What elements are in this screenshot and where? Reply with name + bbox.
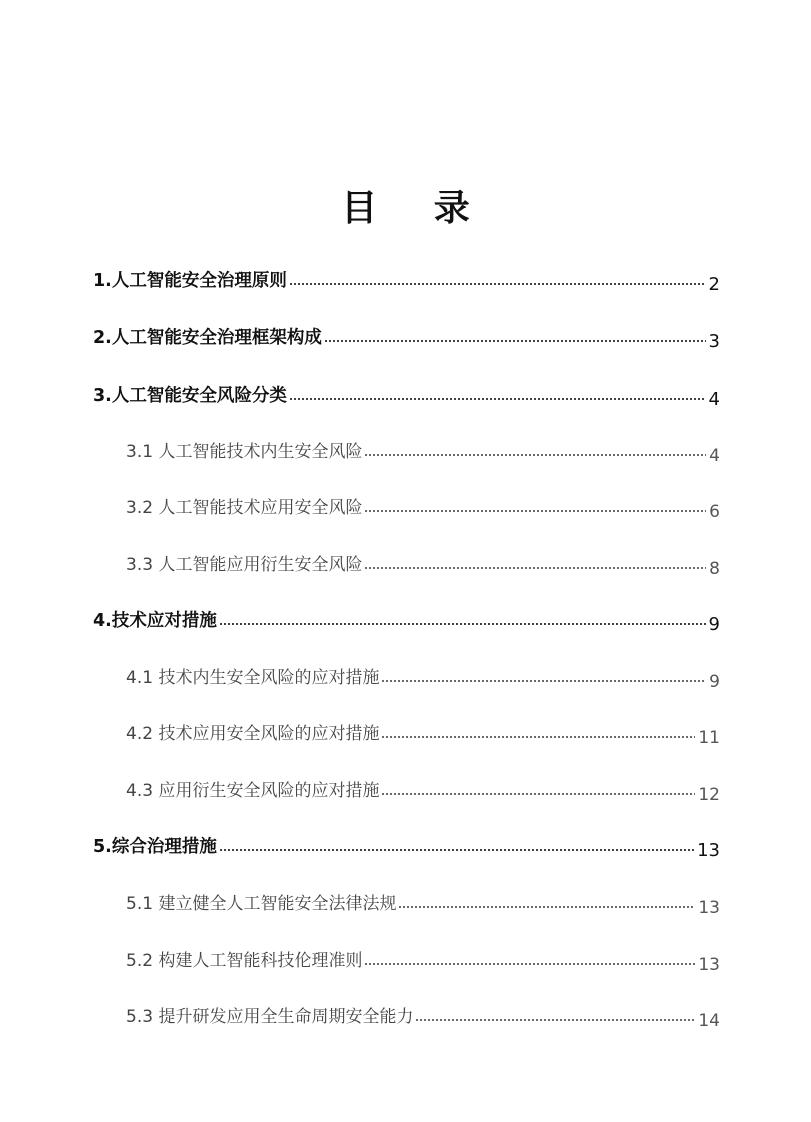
toc-page-number: 12 — [698, 785, 720, 805]
toc-page-number: 13 — [697, 840, 720, 861]
toc-page-number: 6 — [709, 502, 720, 522]
toc-dot-leader — [381, 679, 706, 685]
toc-page-number: 11 — [698, 728, 720, 748]
toc-entry-5-2[interactable] — [126, 948, 720, 974]
toc-entry-label: 5.1 建立健全人工智能安全法律法规 — [126, 894, 397, 914]
toc-entry-label: 5.综合治理措施 — [93, 837, 217, 857]
toc-dot-leader — [289, 282, 706, 288]
toc-page-number: 4 — [708, 389, 720, 410]
toc-page-number: 8 — [709, 559, 720, 579]
toc-entry-1[interactable] — [93, 268, 720, 294]
toc-entry-label: 4.1 技术内生安全风险的应对措施 — [126, 668, 380, 688]
toc-entry-label: 3.1 人工智能技术内生安全风险 — [126, 442, 363, 462]
toc-page-number: 13 — [698, 955, 720, 975]
toc-entry-3-2[interactable] — [126, 495, 720, 521]
toc-entry-4-2[interactable] — [126, 721, 720, 747]
toc-entry-3-1[interactable] — [126, 439, 720, 465]
toc-dot-leader — [381, 735, 695, 741]
toc-entry-label: 1.人工智能安全治理原则 — [93, 271, 287, 291]
toc-dot-leader — [381, 792, 695, 798]
toc-dot-leader — [219, 848, 694, 854]
toc-page-number: 4 — [709, 446, 720, 466]
toc-entry-4-3[interactable] — [126, 778, 720, 804]
toc-page-number: 9 — [708, 614, 720, 635]
toc-entry-5-3[interactable] — [126, 1004, 720, 1030]
toc-dot-leader — [415, 1018, 695, 1024]
toc-entry-3[interactable] — [93, 383, 720, 409]
toc-dot-leader — [219, 622, 706, 628]
toc-dot-leader — [398, 905, 695, 911]
toc-entry-label: 3.3 人工智能应用衍生安全风险 — [126, 555, 363, 575]
toc-dot-leader — [364, 566, 706, 572]
toc-entry-label: 5.2 构建人工智能科技伦理准则 — [126, 951, 363, 971]
toc-entry-label: 2.人工智能安全治理框架构成 — [93, 328, 322, 348]
toc-dot-leader — [364, 962, 695, 968]
toc-entry-5[interactable] — [93, 834, 720, 860]
toc-entry-label: 4.3 应用衍生安全风险的应对措施 — [126, 781, 380, 801]
toc-entry-label: 3.人工智能安全风险分类 — [93, 386, 287, 406]
toc-page-number: 13 — [698, 898, 720, 918]
toc-entry-4[interactable] — [93, 608, 720, 634]
toc-dot-leader — [364, 509, 706, 515]
toc-dot-leader — [324, 339, 706, 345]
toc-page-number: 9 — [709, 672, 720, 692]
toc-entry-3-3[interactable] — [126, 552, 720, 578]
toc-entry-label: 4.2 技术应用安全风险的应对措施 — [126, 724, 380, 744]
toc-page-number: 14 — [698, 1011, 720, 1031]
toc-page-number: 3 — [708, 331, 720, 352]
toc-entry-5-1[interactable] — [126, 891, 720, 917]
toc-dot-leader — [364, 453, 706, 459]
toc-entry-4-1[interactable] — [126, 665, 720, 691]
toc-dot-leader — [289, 397, 706, 403]
toc-entry-2[interactable] — [93, 325, 720, 351]
toc-entry-label: 5.3 提升研发应用全生命周期安全能力 — [126, 1007, 414, 1027]
toc-title: 目 录 — [341, 187, 492, 229]
toc-entry-label: 4.技术应对措施 — [93, 611, 217, 631]
toc-entry-label: 3.2 人工智能技术应用安全风险 — [126, 498, 363, 518]
toc-page-number: 2 — [708, 274, 720, 295]
